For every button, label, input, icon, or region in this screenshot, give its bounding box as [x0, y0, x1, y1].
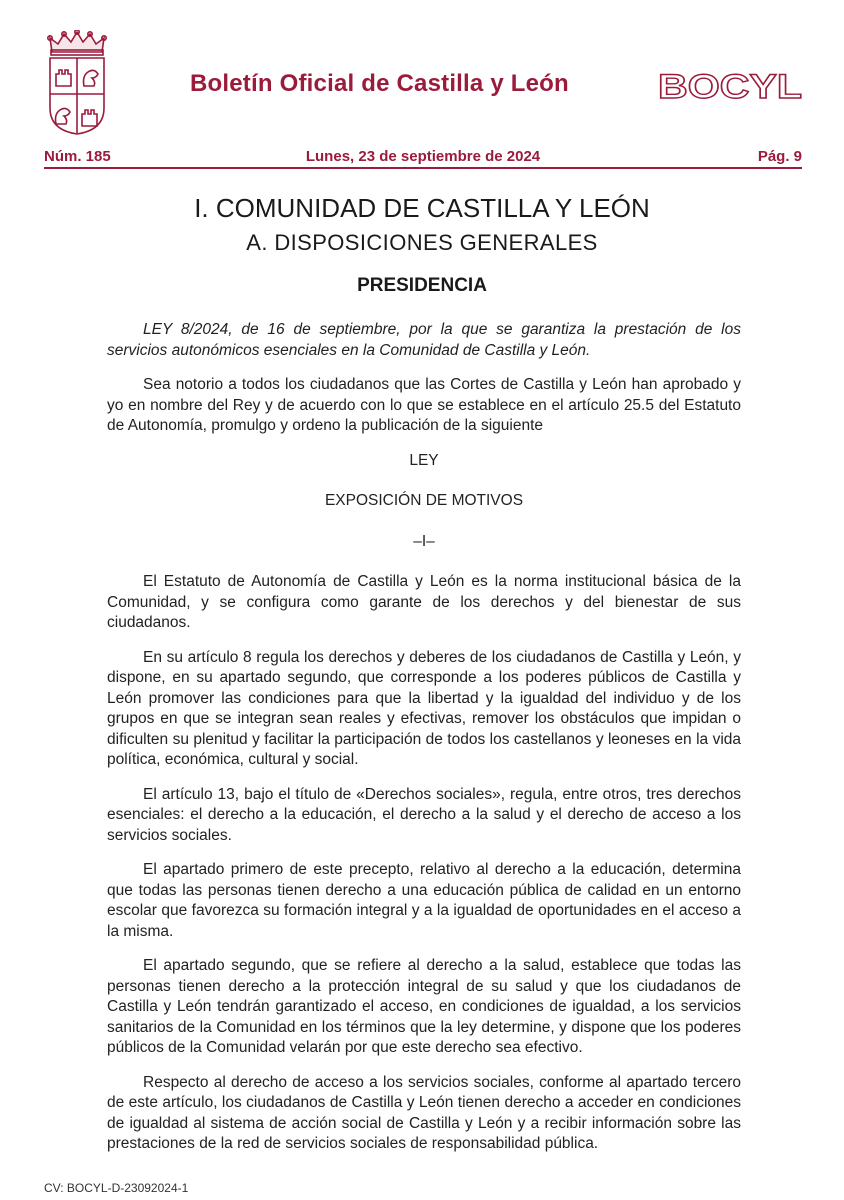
svg-text:BOCYL: BOCYL	[658, 68, 802, 102]
issue-number: Núm. 185	[44, 148, 111, 165]
body-paragraph: El apartado primero de este precepto, relativo al derecho a la educación, determina que todas las personas tienen derecho a una educación pública de calidad en un entorno escolar que favorezca su formación integral y a la igualdad de oportunidades en el acceso a la misma.	[107, 861, 741, 940]
body-paragraph: El apartado segundo, que se refiere al derecho a la salud, establece que todas las personas tienen derecho a la protección integral de su salud y que los ciudadanos de Castilla y León tendrán garantizado el acceso, en condiciones de igualdad, a los servicios sanitarios de la Comunidad en los términos que la ley determine, y dispone que los poderes públicos de la Comunidad velarán por que este derecho sea efectivo.	[107, 957, 741, 1056]
body-paragraph: El artículo 13, bajo el título de «Derechos sociales», regula, entre otros, tres derechos esenciales: el derecho a la educación, el derecho a la salud y el derecho de acceso a los servicios sociales.	[107, 785, 741, 844]
page-number: Pág. 9	[757, 148, 802, 165]
bocyl-logo	[658, 68, 804, 102]
body-paragraph: El Estatuto de Autonomía de Castilla y León es la norma institucional básica de la Comunidad, y se configura como garante de los derechos y del bienestar de sus ciudadanos.	[107, 573, 741, 631]
issue-meta-row	[44, 148, 802, 168]
section-level1: I. COMUNIDAD DE CASTILLA Y LEÓN	[194, 193, 650, 223]
promulgation-paragraph: Sea notorio a todos los ciudadanos que las Cortes de Castilla y León han aprobado y yo en nombre del Rey y de acuerdo con lo que se establece en el artículo 25.5 del Estatuto de Autonomía, promulgo y ordeno la publicación de la siguiente	[107, 376, 741, 434]
header-divider	[44, 167, 802, 169]
document-body	[107, 320, 741, 1169]
body-paragraph: En su artículo 8 regula los derechos y deberes de los ciudadanos de Castilla y León, y dispone, en su apartado segundo, que corresponde a los poderes públicos de Castilla y León promover las condiciones para que la libertad y la igualdad del individuo y de los grupos en que se integran sean reales y efectivas, remover los obstáculos que impidan o dificulten su plenitud y facilitar la participación de todos los castellanos y leoneses en la vida política, económica, cultural y social.	[107, 648, 741, 768]
ley-heading: LEY	[409, 451, 439, 469]
issue-date: Lunes, 23 de septiembre de 2024	[305, 148, 541, 165]
law-title: LEY 8/2024, de 16 de septiembre, por la que se garantiza la prestación de los servicios autonómicos esenciales en la Comunidad de Castilla y León.	[107, 321, 741, 359]
cv-code: CV: BOCYL-D-23092024-1	[44, 1181, 189, 1195]
body-paragraph: Respecto al derecho de acceso a los servicios sociales, conforme al apartado tercero de este artículo, los ciudadanos de Castilla y León tienen derecho a acceder en condiciones de igualdad al sistema de acción social de Castilla y León y a recibir información sobre las prestaciones de la red de servicios sociales de responsabilidad pública.	[107, 1073, 741, 1152]
coat-of-arms-icon	[44, 30, 110, 136]
section-level2: A. DISPOSICIONES GENERALES	[246, 230, 598, 255]
department-heading: PRESIDENCIA	[357, 275, 487, 296]
publication-title: Boletín Oficial de Castilla y León	[190, 70, 569, 97]
part-marker: –I–	[413, 532, 435, 550]
exposicion-heading: EXPOSICIÓN DE MOTIVOS	[324, 492, 524, 509]
